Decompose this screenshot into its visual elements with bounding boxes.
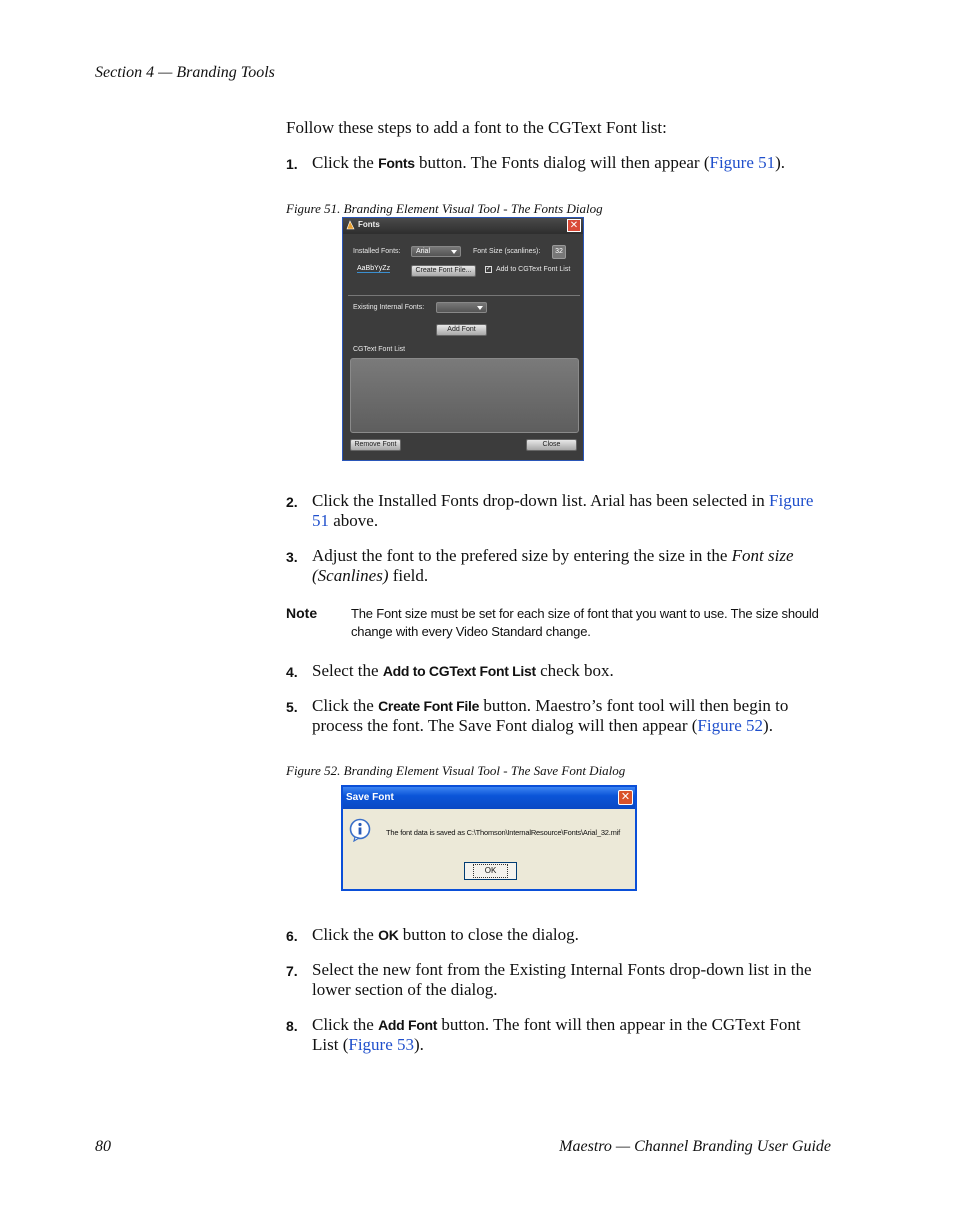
title-bar <box>343 218 583 234</box>
close-icon[interactable]: ✕ <box>618 790 633 805</box>
step-4 <box>286 661 831 681</box>
figure-52-caption: Figure 52. Branding Element Visual Tool - The Save Font Dialog <box>286 763 626 778</box>
ui-term: Add to CGText Font List <box>382 663 536 679</box>
step-text: Click the OK button to close the dialog. <box>312 925 579 944</box>
step-3 <box>286 546 831 586</box>
step-text: Click the Create Font File button. Maestro’s font tool will then begin to process the font. The Save Font dialog will then appear (Figure 52). <box>312 696 789 735</box>
save-message: The font data is saved as C:\Thomson\InternalResource\Fonts\Arial_32.mif <box>386 828 621 837</box>
remove-font-button[interactable]: Remove Font <box>350 439 401 451</box>
step-8 <box>286 1015 831 1055</box>
chevron-down-icon <box>477 306 483 310</box>
info-icon <box>349 818 371 842</box>
font-size-field[interactable]: 32 <box>552 245 566 259</box>
step-text: Adjust the font to the prefered size by entering the size in the Font size (Scanlines) field. <box>312 546 794 585</box>
ui-term: OK <box>378 927 399 943</box>
running-header: Section 4 — Branding Tools <box>95 64 275 81</box>
title-bar <box>343 787 635 809</box>
existing-fonts-dropdown[interactable] <box>436 302 487 313</box>
step-6 <box>286 925 831 945</box>
figure-51-caption: Figure 51. Branding Element Visual Tool - The Fonts Dialog <box>286 201 603 216</box>
close-button[interactable]: Close <box>526 439 577 451</box>
divider <box>348 295 580 296</box>
font-sample-preview: AaBbYyZz <box>357 265 391 272</box>
add-to-list-checkbox[interactable]: ✓ <box>486 266 492 272</box>
step-text: Select the Add to CGText Font List check box. <box>312 661 614 680</box>
step-text: Select the new font from the Existing Internal Fonts drop-down list in the lower section of the dialog. <box>312 960 812 999</box>
add-to-list-label: Add to CGText Font List <box>496 266 571 273</box>
page-number: 80 <box>95 1138 111 1155</box>
step-5 <box>286 696 831 736</box>
step-7 <box>286 960 831 1000</box>
cgtext-font-list-label: CGText Font List <box>353 346 406 353</box>
close-icon[interactable]: ✕ <box>567 219 581 232</box>
step-text: Click the Fonts button. The Fonts dialog will then appear (Figure 51). <box>312 153 786 172</box>
note-label: Note <box>286 605 318 621</box>
step-number: 6. <box>286 928 298 944</box>
cgtext-font-list[interactable] <box>350 358 579 433</box>
ui-term: Fonts <box>378 155 415 171</box>
ui-term: Add Font <box>378 1017 438 1033</box>
note-text: The Font size must be set for each size of font that you want to use. The size should change with every Video Standard change. <box>351 606 819 639</box>
figure-link[interactable]: Figure 52 <box>697 716 764 735</box>
step-number: 8. <box>286 1018 298 1034</box>
figure-link[interactable]: Figure 53 <box>348 1035 414 1054</box>
dialog-title: Fonts <box>358 220 380 229</box>
dialog-title: Save Font <box>346 792 394 803</box>
figure-link[interactable]: Figure 51 <box>312 491 814 530</box>
step-number: 7. <box>286 963 298 979</box>
app-icon <box>346 220 355 230</box>
installed-fonts-label: Installed Fonts: <box>353 248 401 255</box>
step-2 <box>286 491 831 531</box>
existing-fonts-label: Existing Internal Fonts: <box>353 304 425 311</box>
ok-button[interactable]: OK <box>464 862 517 880</box>
font-size-label: Font Size (scanlines): <box>473 248 541 255</box>
figure-link[interactable]: Figure 51 <box>709 153 776 172</box>
intro-text: Follow these steps to add a font to the CGText Font list: <box>286 118 667 137</box>
step-text: Click the Add Font button. The font will then appear in the CGText Font List (Figure 53). <box>312 1015 801 1054</box>
step-text: Click the Installed Fonts drop-down list. Arial has been selected in Figure 51 above. <box>312 491 814 530</box>
create-font-file-button[interactable]: Create Font File... <box>411 265 476 277</box>
step-number: 2. <box>286 494 298 510</box>
add-font-button[interactable]: Add Font <box>436 324 487 336</box>
ui-term: Create Font File <box>378 698 480 714</box>
guide-title: Maestro — Channel Branding User Guide <box>559 1138 831 1155</box>
step-number: 3. <box>286 549 298 565</box>
step-1 <box>286 153 831 173</box>
save-font-dialog <box>341 785 637 891</box>
field-name: Font size (Scanlines) <box>312 546 794 585</box>
fonts-dialog <box>342 217 584 461</box>
installed-fonts-dropdown[interactable]: Arial <box>411 246 461 257</box>
step-number: 1. <box>286 156 298 172</box>
chevron-down-icon <box>451 250 457 254</box>
step-number: 5. <box>286 699 298 715</box>
step-number: 4. <box>286 664 298 680</box>
